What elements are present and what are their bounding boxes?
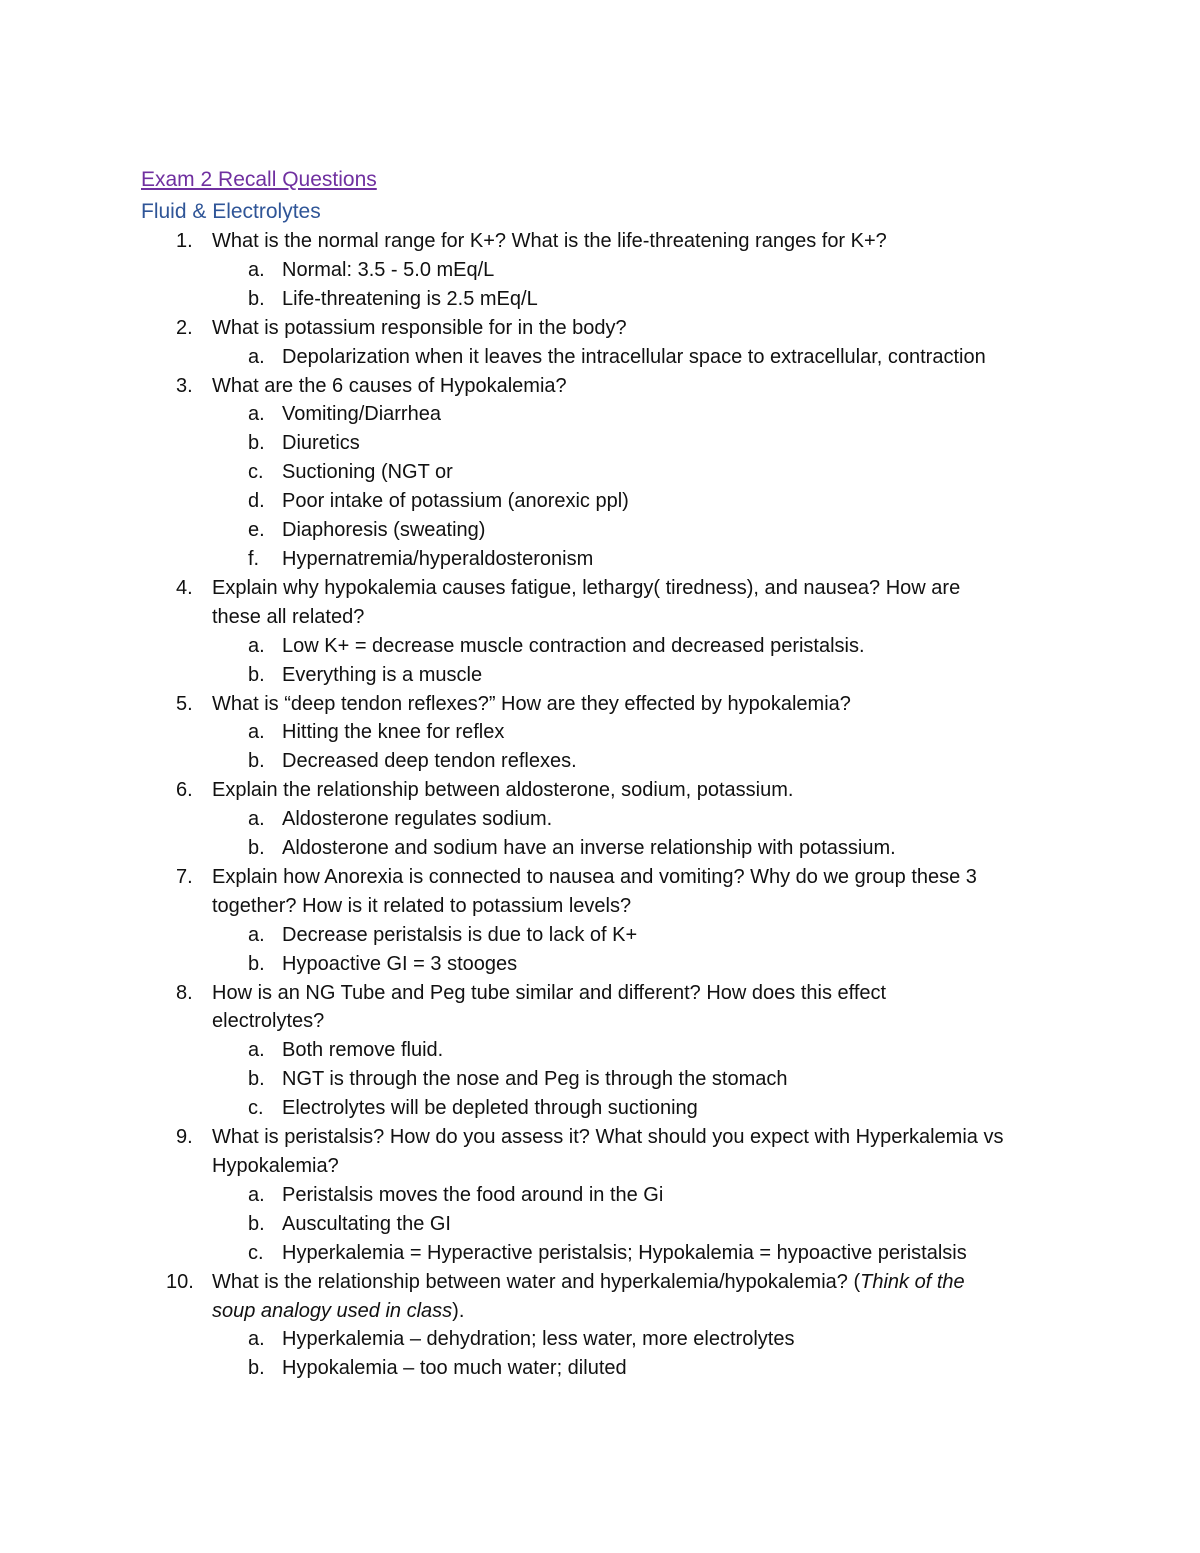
answer-list (212, 343, 1070, 372)
document-title: Exam 2 Recall Questions (141, 168, 377, 191)
question-line: Explain how Anorexia is connected to nausea and vomiting? Why do we group these 3 (212, 865, 977, 888)
question-line (212, 1268, 1070, 1297)
answer-text: Both remove fluid. (282, 1039, 444, 1062)
answer-item (212, 1094, 1070, 1123)
question-line: Explain why hypokalemia causes fatigue, lethargy( tiredness), and nausea? How are (212, 576, 961, 599)
answer-item (212, 516, 1070, 545)
answer-letter: a. (248, 1039, 265, 1062)
question-line: What is “deep tendon reflexes?” How are they effected by hypokalemia? (212, 692, 851, 715)
question-number: 5. (176, 692, 193, 715)
section-heading: Fluid & Electrolytes (141, 200, 321, 223)
answer-letter: b. (248, 1357, 265, 1380)
answer-text: Hypernatremia/hyperaldosteronism (282, 547, 594, 570)
answer-text: Peristalsis moves the food around in the Gi (282, 1183, 664, 1206)
answer-item (212, 458, 1070, 487)
answer-letter: a. (248, 1183, 265, 1206)
answer-item (212, 1354, 1070, 1383)
question-item (0, 863, 1200, 979)
answer-letter: d. (248, 490, 265, 513)
answer-text: Aldosterone regulates sodium. (282, 808, 553, 831)
answer-text: Aldosterone and sodium have an inverse relationship with potassium. (282, 837, 896, 860)
question-text-segment: ). (452, 1299, 465, 1322)
answer-text: Vomiting/Diarrhea (282, 403, 441, 426)
question-text (212, 979, 1070, 1037)
answer-item (212, 1065, 1070, 1094)
answer-letter: a. (248, 808, 265, 831)
question-text (212, 574, 1070, 632)
question-number: 4. (176, 576, 193, 599)
answer-letter: b. (248, 1068, 265, 1091)
question-number: 9. (176, 1126, 193, 1149)
answer-item (212, 632, 1070, 661)
question-line: Hypokalemia? (212, 1155, 339, 1177)
answer-text: Hypoactive GI = 3 stooges (282, 952, 518, 975)
answer-letter: b. (248, 750, 265, 773)
question-line: What are the 6 causes of Hypokalemia? (212, 374, 567, 397)
answer-text: Life-threatening is 2.5 mEq/L (282, 287, 538, 310)
question-text (212, 1268, 1070, 1326)
question-item (0, 1123, 1200, 1268)
answer-letter: a. (248, 1328, 265, 1351)
answer-item (212, 805, 1070, 834)
answer-letter: f. (248, 547, 260, 570)
answer-item (212, 1239, 1070, 1268)
question-line: together? How is it related to potassium levels? (212, 894, 632, 917)
question-number: 2. (176, 316, 193, 339)
question-number: 7. (176, 865, 193, 888)
question-text (212, 314, 1070, 343)
question-line: How is an NG Tube and Peg tube similar and different? How does this effect (212, 981, 887, 1004)
question-number: 10. (166, 1270, 194, 1293)
question-line (212, 1297, 1070, 1326)
question-list (0, 227, 1200, 1383)
answer-letter: c. (248, 1241, 264, 1264)
question-item (0, 690, 1200, 777)
question-line: electrolytes? (212, 1010, 325, 1033)
answer-text: Low K+ = decrease muscle contraction and decreased peristalsis. (282, 634, 865, 657)
answer-item (212, 487, 1070, 516)
answer-text: Hitting the knee for reflex (282, 721, 505, 744)
answer-letter: a. (248, 634, 265, 657)
answer-text: Decrease peristalsis is due to lack of K+ (282, 923, 638, 946)
answer-text: Suctioning (NGT or (282, 461, 453, 484)
answer-item (212, 285, 1070, 314)
question-item (0, 776, 1200, 863)
question-line: What is potassium responsible for in the body? (212, 316, 627, 339)
question-italic-segment: soup analogy used in class (212, 1299, 453, 1322)
question-line: What is peristalsis? How do you assess it? What should you expect with Hyperkalemia vs (212, 1126, 1004, 1149)
answer-text: Poor intake of potassium (anorexic ppl) (282, 490, 629, 513)
answer-letter: b. (248, 663, 265, 686)
answer-item (212, 256, 1070, 285)
answer-text: Hyperkalemia – dehydration; less water, more electrolytes (282, 1328, 795, 1351)
question-text (212, 690, 1070, 719)
question-line: What is the normal range for K+? What is the life-threatening ranges for K+? (212, 230, 887, 252)
question-item (0, 1268, 1200, 1384)
answer-item (212, 1181, 1070, 1210)
answer-letter: c. (248, 1097, 264, 1120)
answer-letter: a. (248, 721, 265, 744)
question-italic-segment: Think of the (860, 1270, 965, 1293)
answer-letter: e. (248, 519, 265, 542)
question-line: Explain the relationship between aldosterone, sodium, potassium. (212, 779, 794, 802)
answer-list (212, 921, 1070, 979)
answer-list (212, 256, 1070, 314)
answer-item (212, 429, 1070, 458)
question-text (212, 227, 1070, 256)
answer-letter: a. (248, 345, 265, 368)
answer-item (212, 834, 1070, 863)
question-number: 8. (176, 981, 193, 1004)
answer-item (212, 1325, 1070, 1354)
question-number: 1. (176, 230, 193, 252)
answer-letter: b. (248, 1212, 265, 1235)
answer-list (212, 718, 1070, 776)
question-text (212, 863, 1070, 921)
answer-text: Normal: 3.5 - 5.0 mEq/L (282, 258, 495, 281)
answer-item (212, 661, 1070, 690)
answer-list (212, 805, 1070, 863)
answer-letter: a. (248, 923, 265, 946)
question-item (0, 227, 1200, 314)
question-item (0, 314, 1200, 372)
answer-text: Auscultating the GI (282, 1212, 451, 1235)
answer-letter: b. (248, 837, 265, 860)
answer-text: Diuretics (282, 432, 360, 455)
answer-list (212, 632, 1070, 690)
answer-item (212, 950, 1070, 979)
answer-letter: b. (248, 952, 265, 975)
answer-text: Everything is a muscle (282, 663, 483, 686)
answer-list (212, 1181, 1070, 1268)
answer-letter: b. (248, 432, 265, 455)
question-text-segment: What is the relationship between water and hyperkalemia/hypokalemia? ( (212, 1270, 861, 1293)
answer-text: Decreased deep tendon reflexes. (282, 750, 577, 773)
answer-list (212, 1325, 1070, 1383)
answer-letter: c. (248, 461, 264, 484)
answer-list (212, 400, 1070, 573)
question-text (212, 776, 1070, 805)
answer-item (212, 343, 1070, 372)
answer-letter: a. (248, 258, 265, 281)
question-number: 3. (176, 374, 193, 397)
question-item (0, 574, 1200, 690)
question-line: these all related? (212, 605, 365, 628)
answer-text: NGT is through the nose and Peg is through the stomach (282, 1068, 788, 1091)
answer-item (212, 1036, 1070, 1065)
question-item (0, 979, 1200, 1124)
answer-text: Hypokalemia – too much water; diluted (282, 1357, 627, 1380)
question-text (212, 1123, 1070, 1181)
answer-text: Electrolytes will be depleted through suctioning (282, 1097, 698, 1120)
answer-item (212, 1210, 1070, 1239)
answer-text: Hyperkalemia = Hyperactive peristalsis; Hypokalemia = hypoactive peristalsis (282, 1241, 967, 1264)
answer-item (212, 921, 1070, 950)
answer-list (212, 1036, 1070, 1123)
answer-text: Diaphoresis (sweating) (282, 519, 486, 542)
question-text (212, 372, 1070, 401)
answer-item (212, 747, 1070, 776)
question-number: 6. (176, 779, 193, 802)
question-item (0, 372, 1200, 574)
answer-item (212, 400, 1070, 429)
answer-text: Depolarization when it leaves the intracellular space to extracellular, contraction (282, 345, 986, 368)
answer-item (212, 545, 1070, 574)
answer-item (212, 718, 1070, 747)
answer-letter: b. (248, 287, 265, 310)
answer-letter: a. (248, 403, 265, 426)
